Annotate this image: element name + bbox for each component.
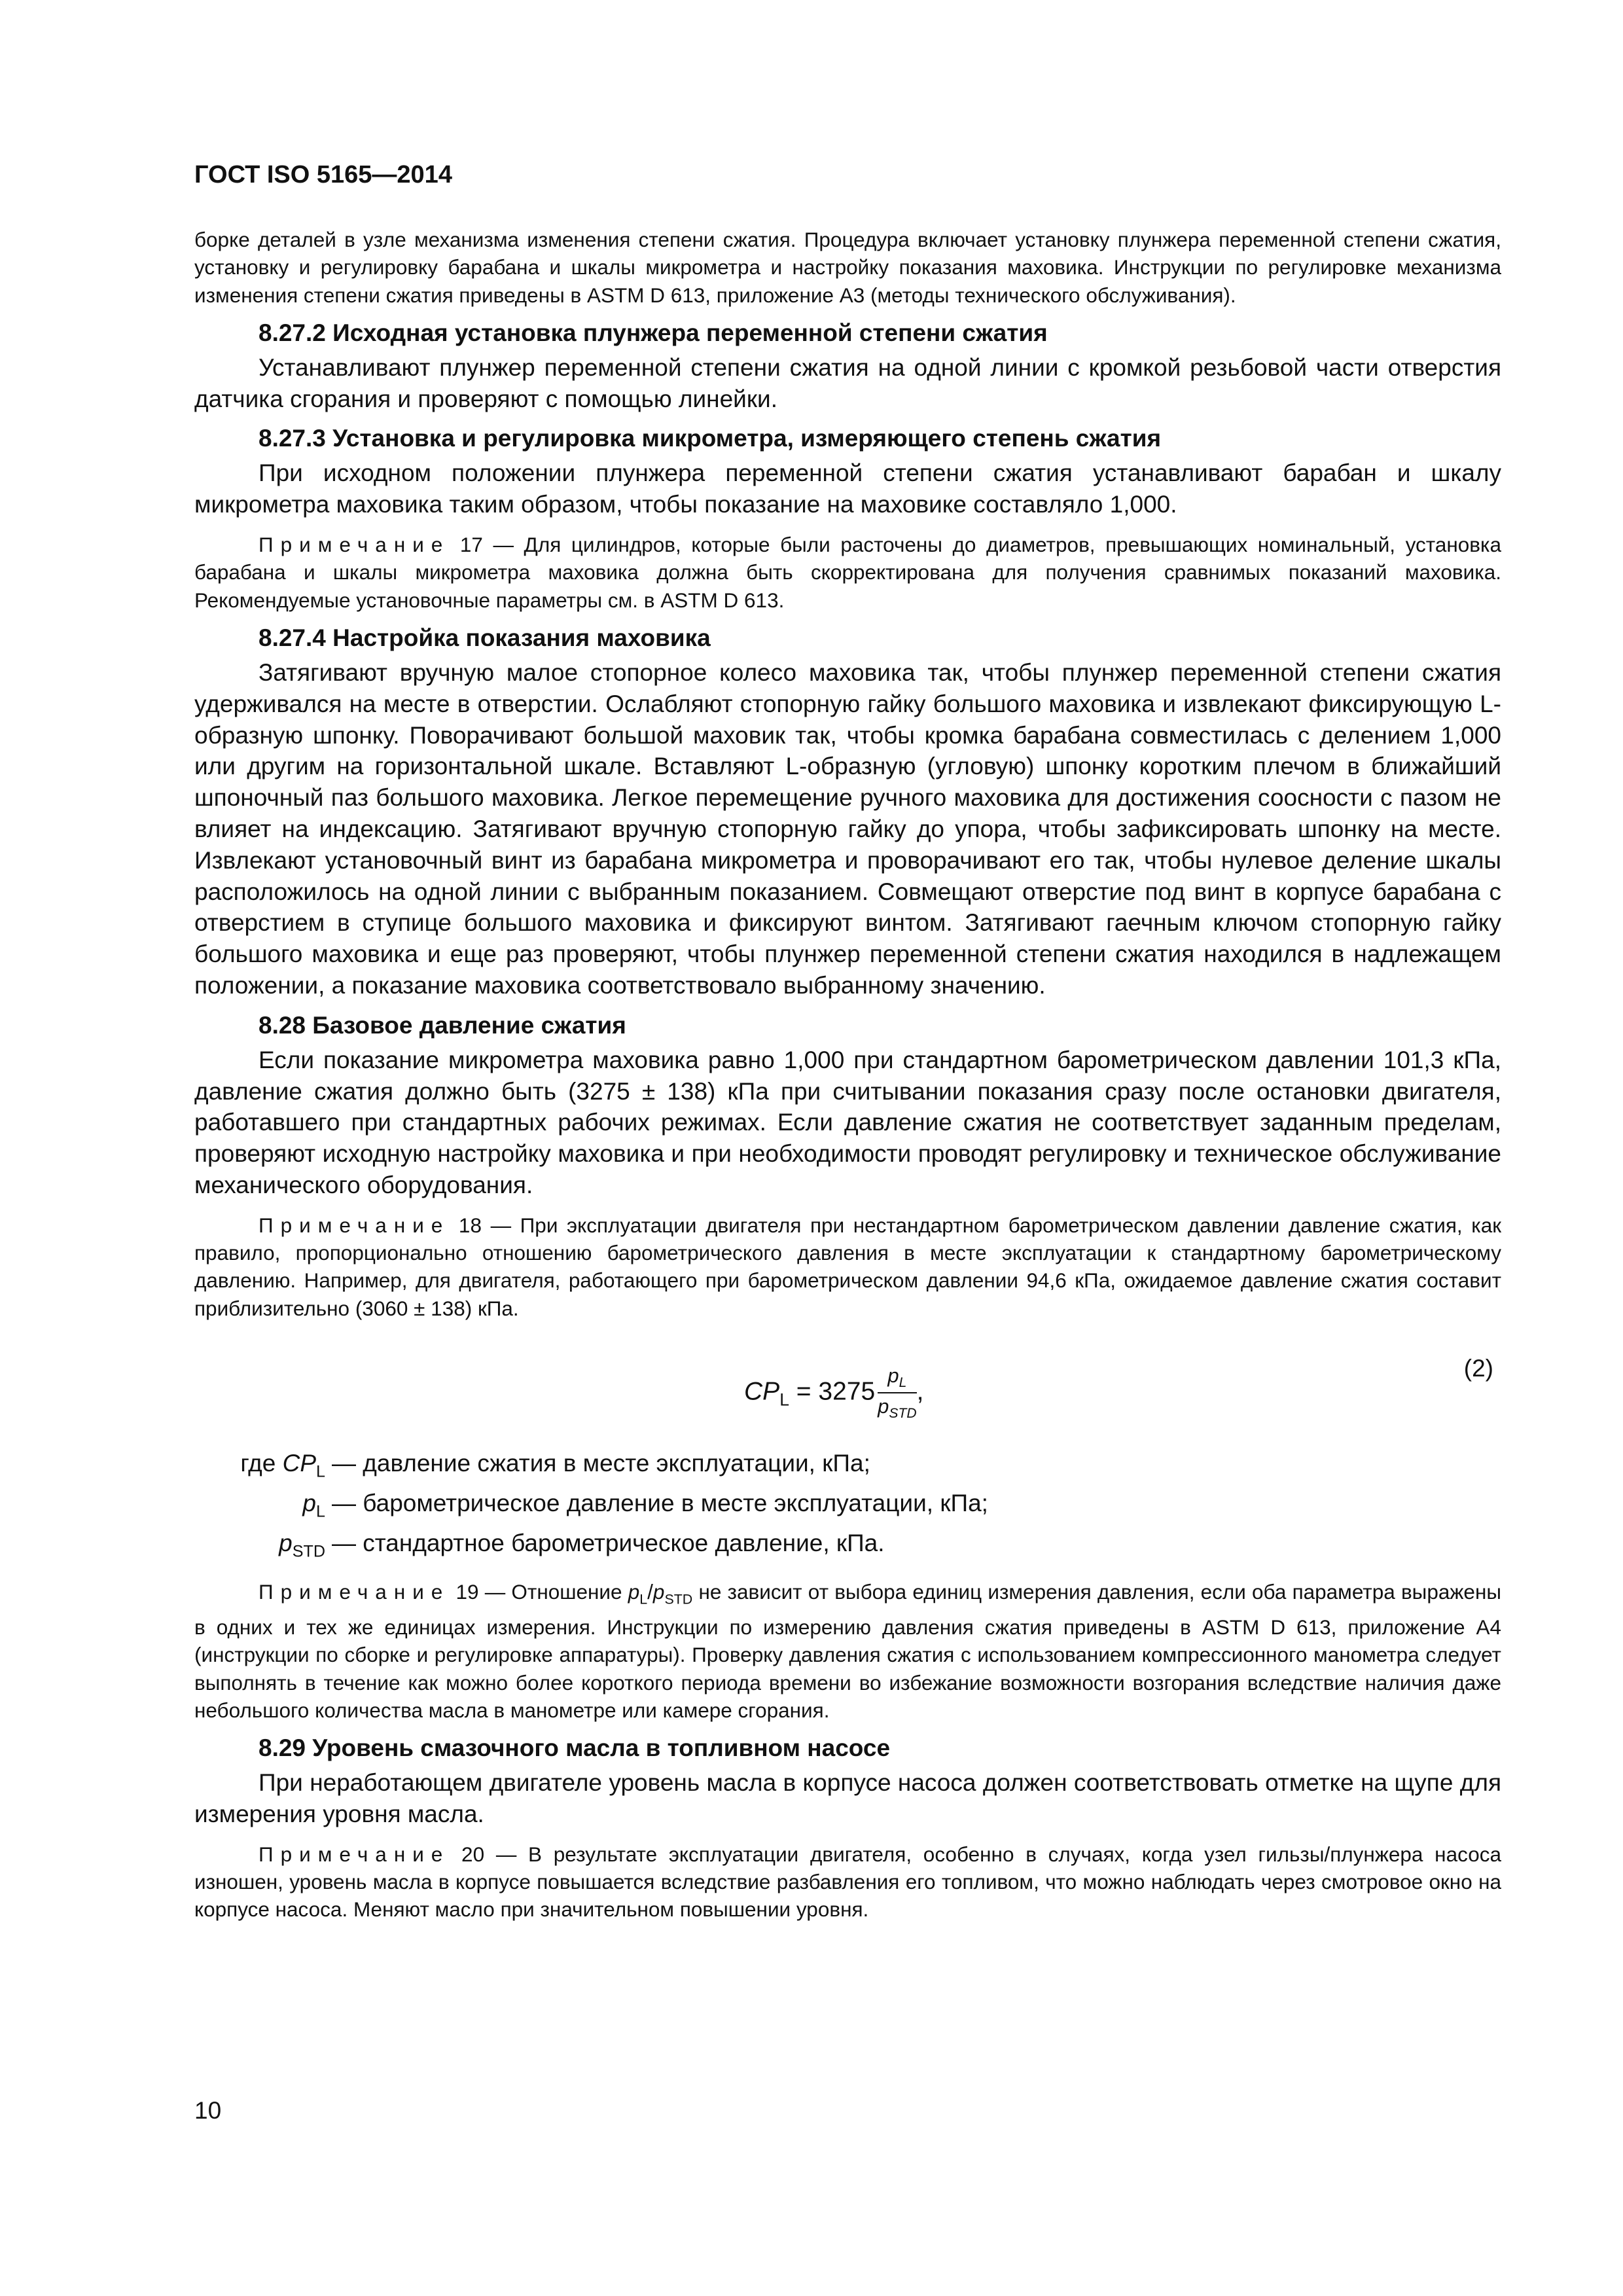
where-symbol: где $CP_L$ [240,1449,325,1481]
note-17 [194,531,1501,614]
note-label: Примечание [259,533,450,557]
note-label: Примечание [259,1213,450,1237]
section-8-27-3-text: При исходном положении плунжера переменной степени сжатия устанавливают барабан и шкалу микрометра маховика таким образом, чтобы показание на маховике составляло 1,000. [194,459,1501,518]
page-number: 10 [194,2097,222,2124]
section-8-27-2-heading: 8.27.2 Исходная установка плунжера переменной степени сжатия [259,319,1048,346]
note-19: Примечание 19 — Отношение $p_L/p_{STD}$ не зависит от выбора единиц измерения давления, если оба параметра выражены в одних и тех же единицах измерения. Инструкции по измерению давления сжатия приведены в ASTM D 613, приложение А4 (инструкции по сборке и регулировке аппаратуры). Проверку давления сжатия с использованием компрессионного манометра следует выполнять в течение как можно более короткого периода времени во избежание возможности возгорания вследствие наличия даже небольшого количества масла в манометре или камере сгорания. [194,1580,1501,1722]
note-18-text: 18 — При эксплуатации двигателя при нестандартном барометрическом давлении давление сжатия, как правило, пропорционально отношению барометрического давления в месте эксплуатации к стандартному барометрическому давлению. Например, для двигателя, работающего при барометрическом давлении 94,6 кПа, ожидаемое давление сжатия составит приблизительно (3060 ± 138) кПа. [194,1213,1501,1320]
standard-header: ГОСТ ISO 5165—2014 [194,161,452,188]
where-row [194,1528,1501,1568]
note-20-text: 20 — В результате эксплуатации двигателя, особенно в случаях, когда узел гильзы/плунжера насоса изношен, уровень масла в корпусе повышается вследствие разбавления его топливом, что можно наблюдать через смотровое окно на корпусе насоса. Меняют масло при значительном повышении уровня. [194,1842,1501,1922]
note-label: Примечание [259,1580,450,1604]
where-definition: — барометрическое давление в месте эксплуатации, кПа; [332,1490,988,1517]
page-content [194,226,1501,1924]
formula-equals: = 3275 [789,1377,876,1406]
formula-fraction [878,1364,916,1422]
section-8-28-text: Если показание микрометра маховика равно 1,000 при стандартном барометрическом давлении 101,3 кПа, давление сжатия должно быть (3275 ± 138) кПа при считывании показания сразу после остановки двигателя, работавшего при стандартных рабочих режимах. Если давление сжатия не соответствует заданным пределам, проверяют исходную настройку маховика и при необходимости проводят регулировку и техническое обслуживание механического оборудования. [194,1046,1501,1198]
formula-tail: , [916,1377,924,1406]
note-20 [194,1840,1501,1924]
where-definition: — давление сжатия в месте эксплуатации, кПа; [332,1449,870,1477]
intro-paragraph: борке деталей в узле механизма изменения степени сжатия. Процедура включает установку плунжера переменной степени сжатия, установку и регулировку барабана и шкалы микрометра и настройку показания маховика. Инструкции по регулировке механизма изменения степени сжатия приведены в ASTM D 613, приложение А3 (методы технического обслуживания). [194,228,1501,307]
section-8-29-heading: 8.29 Уровень смазочного масла в топливном насосе [259,1734,891,1762]
formula-lhs-sub: L [779,1390,789,1410]
section-8-28-heading: 8.28 Базовое давление сжатия [259,1011,626,1039]
where-row [194,1488,1501,1528]
formula-denominator: $p_{STD}$ [878,1395,917,1422]
formula-expression [744,1364,923,1422]
section-8-27-2-text: Устанавливают плунжер переменной степени сжатия на одной линии с кромкой резьбовой части отверстия датчика сгорания и проверяют с помощью линейки. [194,353,1501,412]
formula-lhs: CP [744,1377,780,1406]
where-symbol: $p_L$ [302,1490,325,1521]
where-definition: — стандартное барометрическое давление, кПа. [332,1530,885,1557]
note-label: Примечание [259,1842,450,1866]
formula-numerator: $p_L$ [878,1364,916,1393]
section-8-27-4-text: Затягивают вручную малое стопорное колесо маховика так, чтобы плунжер переменной степени сжатия удерживался на месте в отверстии. Ослабляют стопорную гайку большого маховика и извлекают фиксирующую L-образную шпонку. Поворачивают большой маховик так, чтобы кромка барабана совместилась с делением 1,000 или другим на горизонтальной шкале. Вставляют L-образную (угловую) шпонку коротким плечом в ближайший шпоночный паз большого маховика. Легкое перемещение ручного маховика для достижения соосности с пазом не влияет на индексацию. Затягивают вручную стопорную гайку до упора, чтобы зафиксировать шпонку на месте. Извлекают установочный винт из барабана микрометра и проворачивают его так, чтобы нулевое деление шкалы расположилось на одной линии с выбранным показанием. Совмещают отверстие под винт в корпусе барабана с отверстием в ступице большого маховика и фиксируют винтом. Затягивают гаечным ключом стопорную гайку большого маховика и еще раз проверяют, чтобы плунжер переменной степени сжатия находился в надлежащем положении, а показание маховика соответствовало выбранному значению. [194,658,1501,999]
where-symbol: $p_{STD}$ [279,1530,325,1561]
section-8-27-3-heading: 8.27.3 Установка и регулировка микрометра, измеряющего степень сжатия [259,425,1162,452]
note-17-text: 17 — Для цилиндров, которые были расточены до диаметров, превышающих номинальный, установка барабана и шкалы микрометра маховика должна быть скорректирована для получения сравнимых показаний маховика. Рекомендуемые установочные параметры см. в ASTM D 613. [194,533,1501,612]
section-8-27-4-heading: 8.27.4 Настройка показания маховика [259,624,711,651]
note-18 [194,1211,1501,1322]
where-block [194,1448,1501,1568]
where-row [194,1448,1501,1488]
formula-2 [194,1348,1501,1440]
section-8-29-text: При неработающем двигателе уровень масла в корпусе насоса должен соответствовать отметке на щупе для измерения уровня масла. [194,1769,1501,1828]
formula-number: (2) [1463,1354,1493,1382]
